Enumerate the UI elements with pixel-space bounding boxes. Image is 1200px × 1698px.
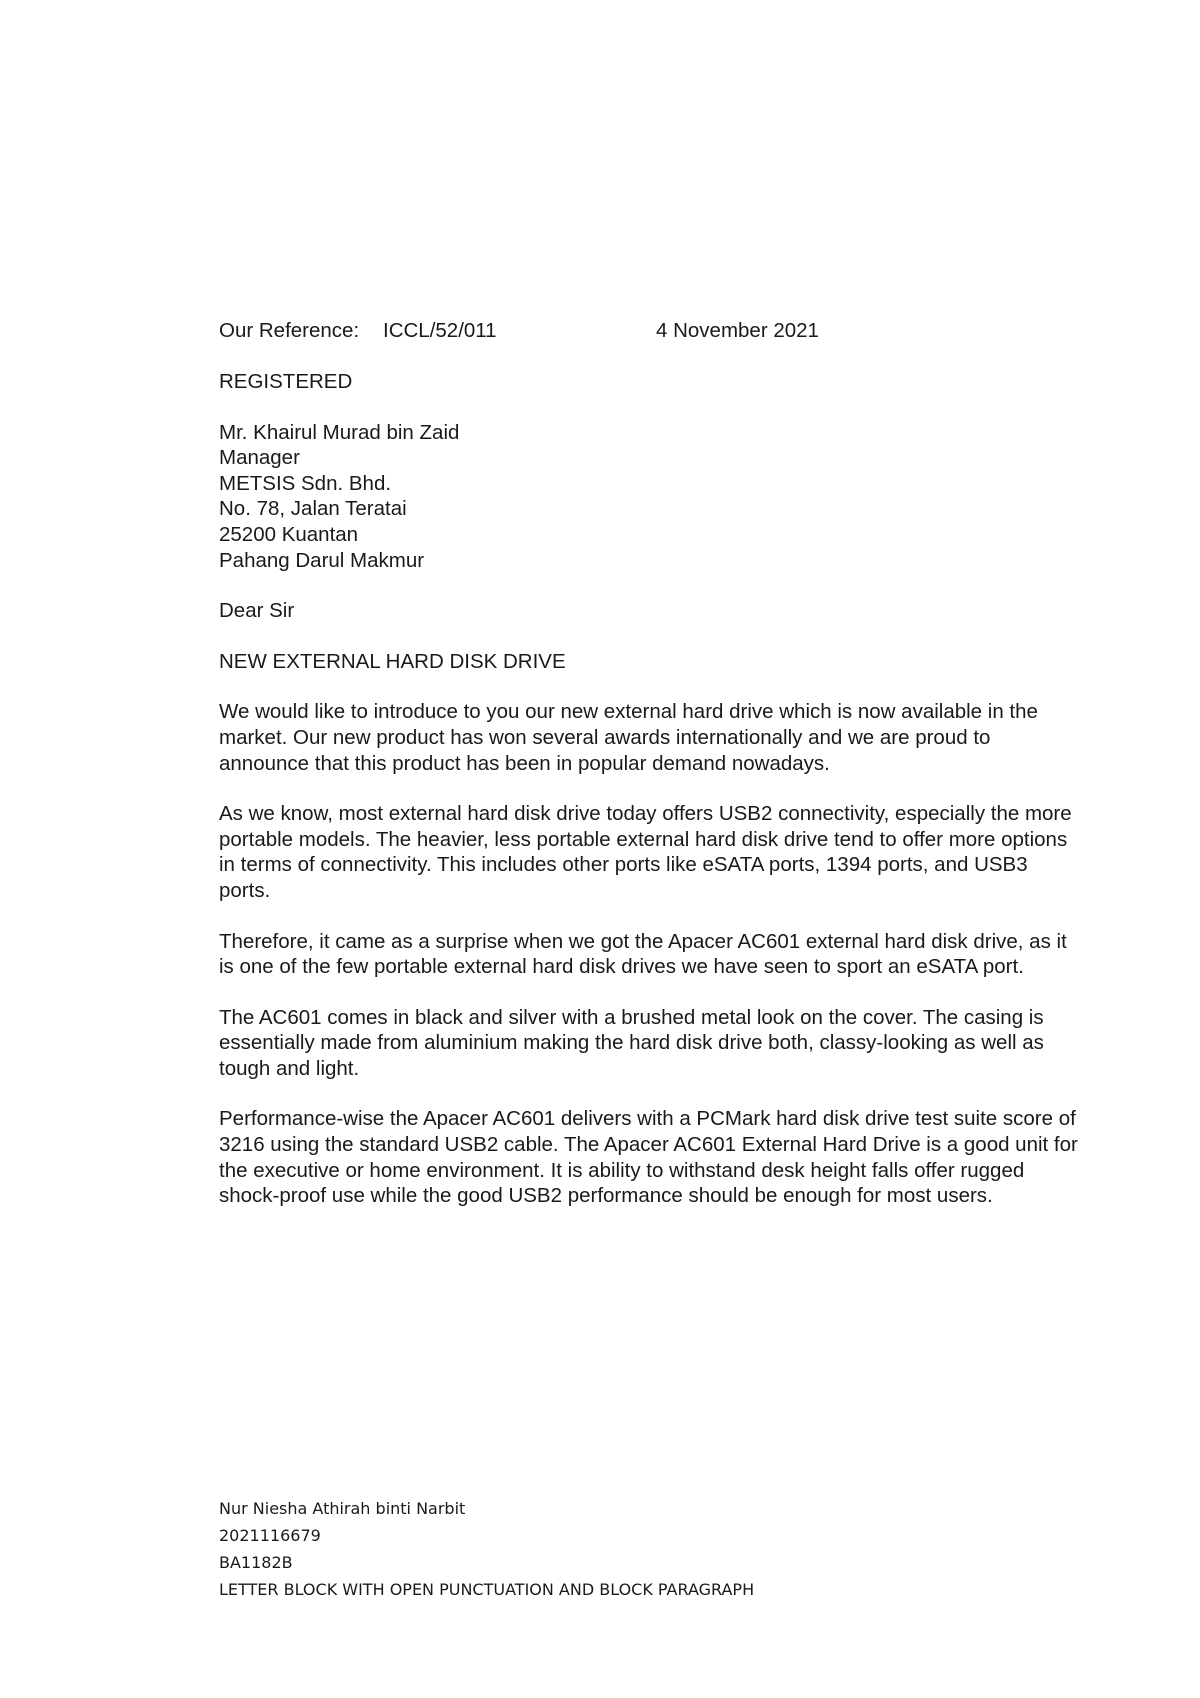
mailing-notation — [219, 369, 1079, 395]
recipient-name: Mr. Khairul Murad bin Zaid — [219, 420, 460, 444]
subject-heading — [219, 649, 1079, 675]
recipient-company: METSIS Sdn. Bhd. — [219, 471, 392, 495]
paragraph-text: The AC601 comes in black and silver with a brushed metal look on the cover. The casing is essentially made from aluminium making the hard disk drive both, classy-looking as well as tough and light. — [219, 1005, 1044, 1080]
salutation-text: Dear Sir — [219, 599, 295, 623]
paragraph-text: As we know, most external hard disk drive today offers USB2 connectivity, especially the more portable models. The heavier, less portable external hard disk drive tend to offer more options in terms of connectivity. This includes other ports like eSATA ports, 1394 ports, and USB3 ports. — [219, 802, 1072, 902]
paragraph-text: We would like to introduce to you our new external hard drive which is now available in the market. Our new product has won several awards internationally and we are proud to announce that this product has been in popular demand nowadays. — [219, 700, 1038, 775]
letter-date: 4 November 2021 — [656, 319, 819, 342]
salutation — [219, 598, 1079, 624]
reference-label: Our Reference: — [219, 319, 360, 342]
recipient-address-line: 25200 Kuantan — [219, 522, 359, 546]
letter-body — [219, 318, 1079, 1209]
inside-address — [219, 420, 1079, 574]
recipient-title: Manager — [219, 446, 300, 470]
student-footer — [219, 1495, 754, 1603]
student-id: 2021116679 — [219, 1526, 321, 1545]
body-paragraph — [219, 1106, 1079, 1208]
group-code: BA1182B — [219, 1553, 293, 1572]
registered-notation: REGISTERED — [219, 370, 353, 393]
body-paragraph — [219, 1005, 1079, 1082]
recipient-address-line: No. 78, Jalan Teratai — [219, 497, 407, 521]
body-paragraph — [219, 929, 1079, 980]
body-paragraph — [219, 801, 1079, 903]
subject-text: NEW EXTERNAL HARD DISK DRIVE — [219, 649, 566, 673]
reference-line — [219, 318, 1079, 344]
reference-number: ICCL/52/011 — [383, 319, 497, 342]
recipient-address-line: Pahang Darul Makmur — [219, 548, 425, 572]
paragraph-text: Therefore, it came as a surprise when we got the Apacer AC601 external hard disk drive, as it is one of the few portable external hard disk drives we have seen to sport an eSATA port. — [219, 929, 1067, 979]
footer-caption: LETTER BLOCK WITH OPEN PUNCTUATION AND BLOCK PARAGRAPH — [219, 1580, 755, 1599]
paragraph-text: Performance-wise the Apacer AC601 delivers with a PCMark hard disk drive test suite score of 3216 using the standard USB2 cable. The Apacer AC601 External Hard Drive is a good unit for the executive or home environment. It is ability to withstand desk height falls offer rugged shock-proof use while the good USB2 performance should be enough for most users. — [219, 1107, 1078, 1208]
body-paragraph — [219, 699, 1079, 776]
student-name: Nur Niesha Athirah binti Narbit — [219, 1499, 466, 1518]
